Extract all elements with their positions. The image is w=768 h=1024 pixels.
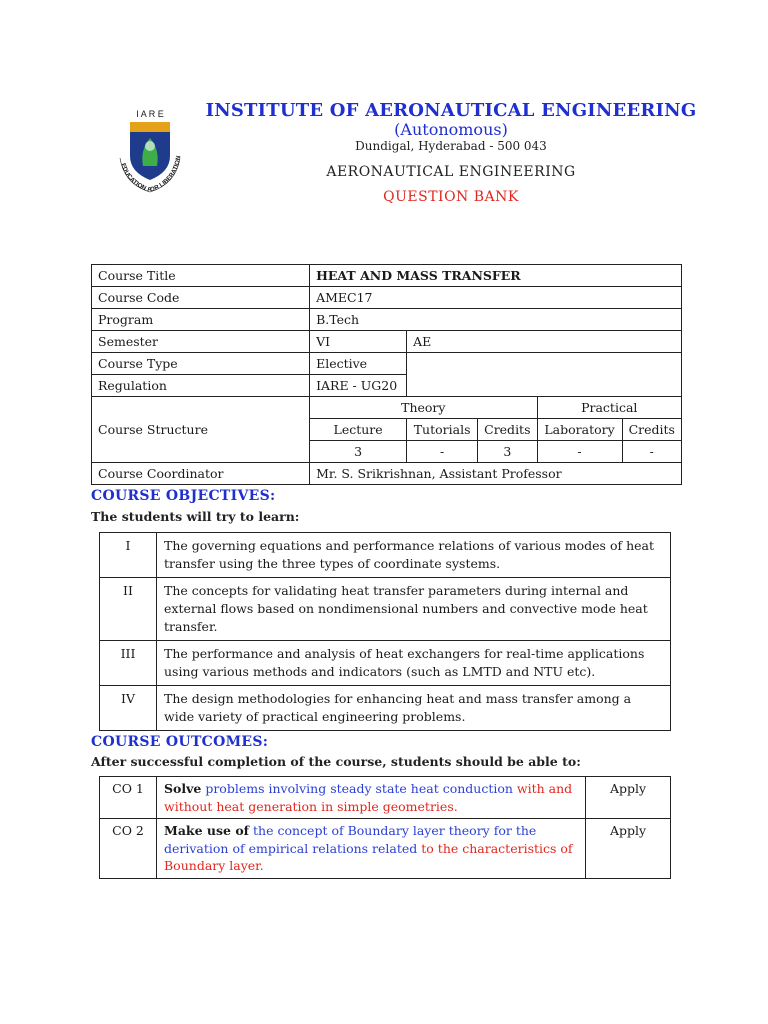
outcome-level: Apply	[586, 819, 671, 879]
practical-credits-header: Credits	[622, 419, 681, 441]
outcome-number: CO 1	[100, 777, 157, 819]
objective-text: The design methodologies for enhancing heat and mass transfer among a wide variety of practical engineering problems.	[157, 686, 671, 731]
practical-header: Practical	[537, 397, 681, 419]
objective-number: III	[100, 641, 157, 686]
table-row	[100, 641, 671, 686]
course-code-label: Course Code	[92, 287, 310, 309]
course-info-table	[91, 264, 682, 485]
course-title-label: Course Title	[92, 265, 310, 287]
outcome-verb: Make use of	[164, 823, 250, 838]
outcomes-table	[99, 776, 671, 879]
objective-number: II	[100, 578, 157, 641]
course-objectives-heading: COURSE OBJECTIVES:	[91, 488, 276, 504]
course-structure-label: Course Structure	[92, 397, 310, 463]
objective-text: The performance and analysis of heat exchangers for real-time applications using various methods and indicators (such as LMTD and NTU etc).	[157, 641, 671, 686]
outcome-text	[157, 777, 586, 819]
table-row	[100, 819, 671, 879]
table-row	[92, 353, 682, 375]
laboratory-header: Laboratory	[537, 419, 622, 441]
lecture-value: 3	[310, 441, 407, 463]
outcome-text	[157, 819, 586, 879]
svg-text:EDUCATION FOR LIBERATION: EDUCATION FOR LIBERATION	[119, 155, 183, 195]
svg-text:I A R E: I A R E	[136, 109, 164, 119]
semester-label: Semester	[92, 331, 310, 353]
table-row	[100, 686, 671, 731]
credits-header: Credits	[478, 419, 537, 441]
coordinator-value: Mr. S. Srikrishnan, Assistant Professor	[310, 463, 682, 485]
tutorials-value: -	[407, 441, 478, 463]
outcome-blue-text: problems involving steady state heat conduction	[205, 781, 513, 796]
lecture-header: Lecture	[310, 419, 407, 441]
outcome-number: CO 2	[100, 819, 157, 879]
course-code: AMEC17	[310, 287, 682, 309]
course-title: HEAT AND MASS TRANSFER	[310, 265, 682, 287]
laboratory-value: -	[537, 441, 622, 463]
coordinator-label: Course Coordinator	[92, 463, 310, 485]
table-row	[92, 331, 682, 353]
table-row	[92, 265, 682, 287]
objective-text: The governing equations and performance relations of various modes of heat transfer using the three types of coordinate systems.	[157, 533, 671, 578]
outcome-level: Apply	[586, 777, 671, 819]
regulation-label: Regulation	[92, 375, 310, 397]
program-label: Program	[92, 309, 310, 331]
department-name: AERONAUTICAL ENGINEERING	[326, 164, 576, 180]
branch-value: AE	[407, 331, 682, 353]
semester-value: VI	[310, 331, 407, 353]
document-type: QUESTION BANK	[383, 189, 519, 205]
outcome-red-text: to the characteristics of Boundary layer.	[164, 840, 573, 873]
tutorials-header: Tutorials	[407, 419, 478, 441]
table-row	[92, 397, 682, 419]
outcome-blue-text: the concept of Boundary layer theory for the derivation of empirical relations related	[164, 823, 537, 856]
course-type-value: Elective	[310, 353, 407, 375]
iare-logo-icon	[110, 108, 190, 198]
table-row	[100, 533, 671, 578]
objective-text: The concepts for validating heat transfer parameters during internal and external flows based on nondimensional numbers and convective mode heat transfer.	[157, 578, 671, 641]
table-row	[100, 777, 671, 819]
program-value: B.Tech	[310, 309, 682, 331]
objective-number: I	[100, 533, 157, 578]
course-outcomes-heading: COURSE OUTCOMES:	[91, 734, 269, 750]
objective-number: IV	[100, 686, 157, 731]
institute-name: INSTITUTE OF AERONAUTICAL ENGINEERING	[205, 100, 697, 121]
credits-value: 3	[478, 441, 537, 463]
table-row	[92, 375, 682, 397]
course-type-label: Course Type	[92, 353, 310, 375]
outcomes-intro: After successful completion of the course, students should be able to:	[91, 754, 581, 769]
table-row	[92, 287, 682, 309]
address: Dundigal, Hyderabad - 500 043	[355, 139, 547, 153]
autonomous-label: (Autonomous)	[394, 120, 508, 139]
table-row	[92, 463, 682, 485]
table-row	[92, 309, 682, 331]
theory-header: Theory	[310, 397, 537, 419]
practical-credits-value: -	[622, 441, 681, 463]
outcome-red-text: with and without heat generation in simple geometries.	[164, 781, 573, 814]
objectives-table	[99, 532, 671, 731]
outcome-verb: Solve	[164, 781, 202, 796]
objectives-intro: The students will try to learn:	[91, 509, 300, 524]
regulation-value: IARE - UG20	[310, 375, 407, 397]
table-row	[100, 578, 671, 641]
